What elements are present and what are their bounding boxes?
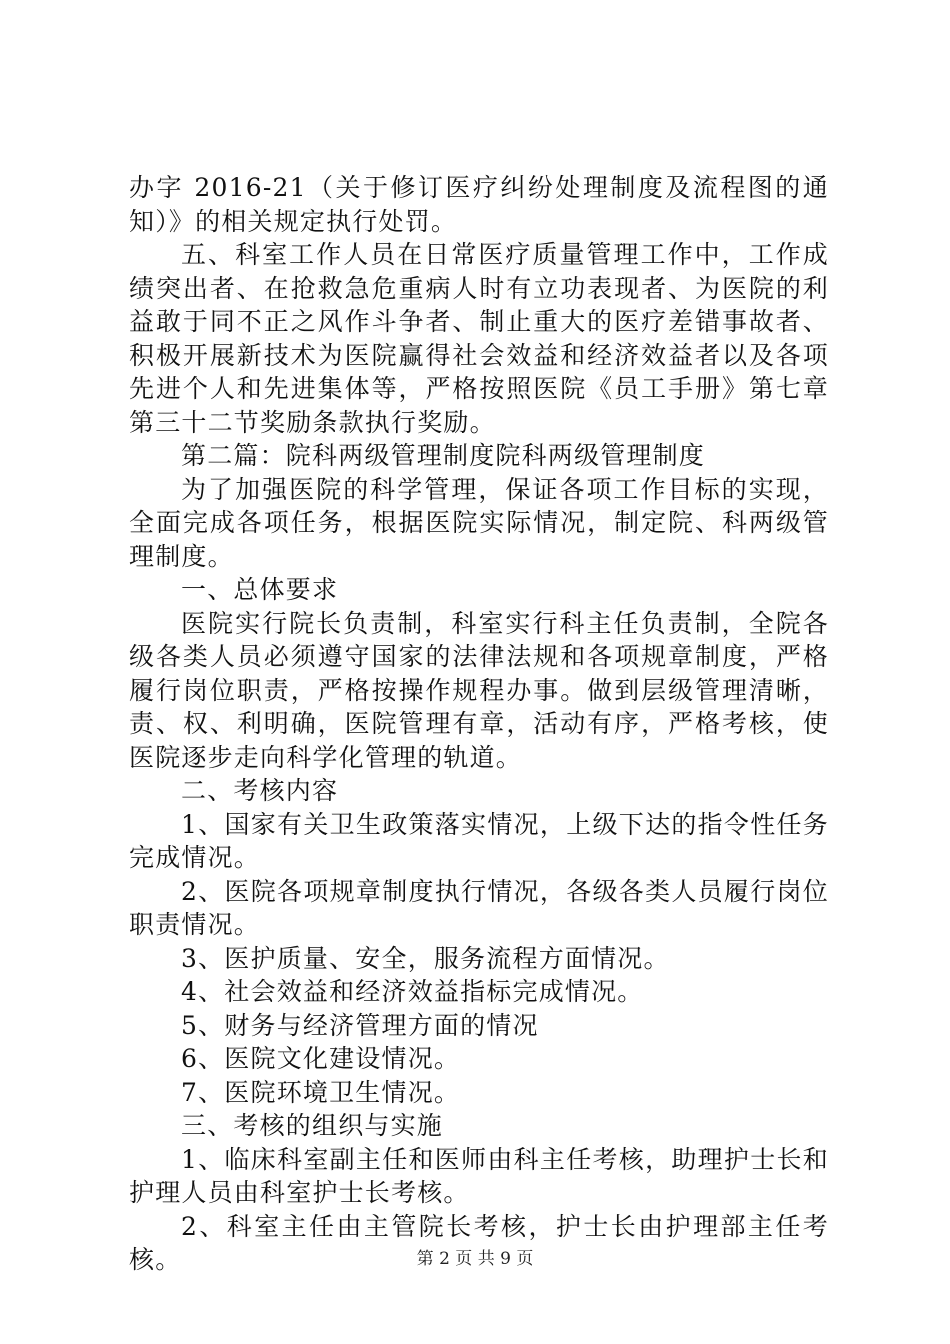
subheading-content: 二、考核内容: [181, 776, 339, 805]
paragraph-general: 医院实行院长负责制，科室实行科主任负责制，全院各级各类人员必须遵守国家的法律法规和各项规章制度，严格履行岗位职责，严格按操作规程办事。做到层级管理清晰，责、权、利明确，医院管理有章，活动有序，严格考核，使医院逐步走向科学化管理的轨道。: [129, 608, 829, 772]
subheading-organization: 三、考核的组织与实施: [181, 1111, 444, 1140]
paragraph-1: 办字 2016-21（关于修订医疗纠纷处理制度及流程图的通知）》的相关规定执行处罚。: [129, 173, 829, 236]
org-item-2: 2、科室主任由主管院长考核，护士长由护理部主任考核。: [129, 1211, 829, 1274]
list-item-4: 4、社会效益和经济效益指标完成情况。: [181, 977, 644, 1006]
document-body: [129, 171, 829, 1277]
list-item-6: 6、医院文化建设情况。: [181, 1044, 461, 1073]
list-item-2: 2、医院各项规章制度执行情况，各级各类人员履行岗位职责情况。: [129, 876, 829, 939]
org-item-1: 1、临床科室副主任和医师由科主任考核，助理护士长和护理人员由科室护士长考核。: [129, 1144, 829, 1207]
subheading-general: 一、总体要求: [181, 575, 339, 604]
paragraph-2: 五、科室工作人员在日常医疗质量管理工作中，工作成绩突出者、在抢救急危重病人时有立功表现者、为医院的利益敢于同不正之风作斗争者、制止重大的医疗差错事故者、积极开展新技术为医院赢得社会效益和经济效益者以及各项先进个人和先进集体等，严格按照医院《员工手册》第七章第三十二节奖励条款执行奖励。: [129, 240, 829, 437]
list-item-5: 5、财务与经济管理方面的情况: [181, 1010, 539, 1040]
list-item-7: 7、医院环境卫生情况。: [181, 1077, 461, 1107]
paragraph-intro: 为了加强医院的科学管理，保证各项工作目标的实现，全面完成各项任务，根据医院实际情况，制定院、科两级管理制度。: [129, 474, 829, 571]
list-item-3: 3、医护质量、安全，服务流程方面情况。: [181, 943, 670, 973]
list-item-1: 1、国家有关卫生政策落实情况，上级下达的指令性任务完成情况。: [129, 809, 829, 872]
section-heading: 第二篇：院科两级管理制度院科两级管理制度: [181, 441, 706, 470]
page-number-footer: 第 2 页 共 9 页: [416, 1249, 534, 1269]
